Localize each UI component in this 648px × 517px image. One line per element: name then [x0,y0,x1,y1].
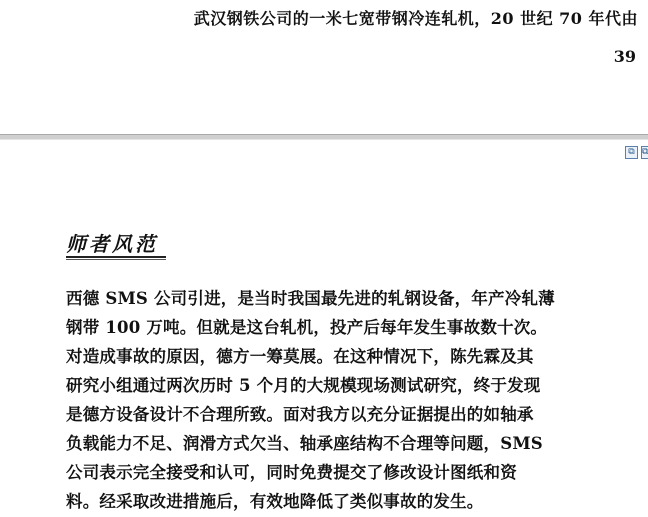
page-number: 39 [613,47,636,66]
paragraph-line: 研究小组通过两次历时 5 个月的大规模现场测试研究，终于发现 [66,376,541,395]
paragraph-line: 西德 SMS 公司引进，是当时我国最先进的轧钢设备，年产冷轧薄 [66,289,555,308]
paragraph-line: 公司表示完全接受和认可，同时免费提交了修改设计图纸和资 [66,463,517,482]
paragraph-line: 料。经采取改进措施后，有效地降低了类似事故的发生。 [66,492,484,511]
paragraph-line: 钢带 100 万吨。但就是这台轧机，投产后每年发生事故数十次。 [66,318,548,337]
previous-page [0,0,648,134]
title-underline-thin [66,259,166,260]
paragraph-line: 是德方设备设计不合理所致。面对我方以充分证据提出的如轴承 [66,405,534,424]
page-text-line: 武汉钢铁公司的一米七宽带钢冷连轧机，20 世纪 70 年代由 [193,9,638,28]
viewer-toolbar [625,146,648,159]
page-separator [0,134,648,140]
page-icon[interactable]: ⧉ [625,146,638,159]
body-paragraph [66,284,626,516]
section-title: 师者风范 [66,232,158,256]
page-icon[interactable]: ⧉ [642,147,648,157]
title-underline [66,256,166,258]
paragraph-line: 对造成事故的原因，德方一筹莫展。在这种情况下，陈先霖及其 [66,347,534,366]
paragraph-line: 负载能力不足、润滑方式欠当、轴承座结构不合理等问题，SMS [66,434,543,453]
